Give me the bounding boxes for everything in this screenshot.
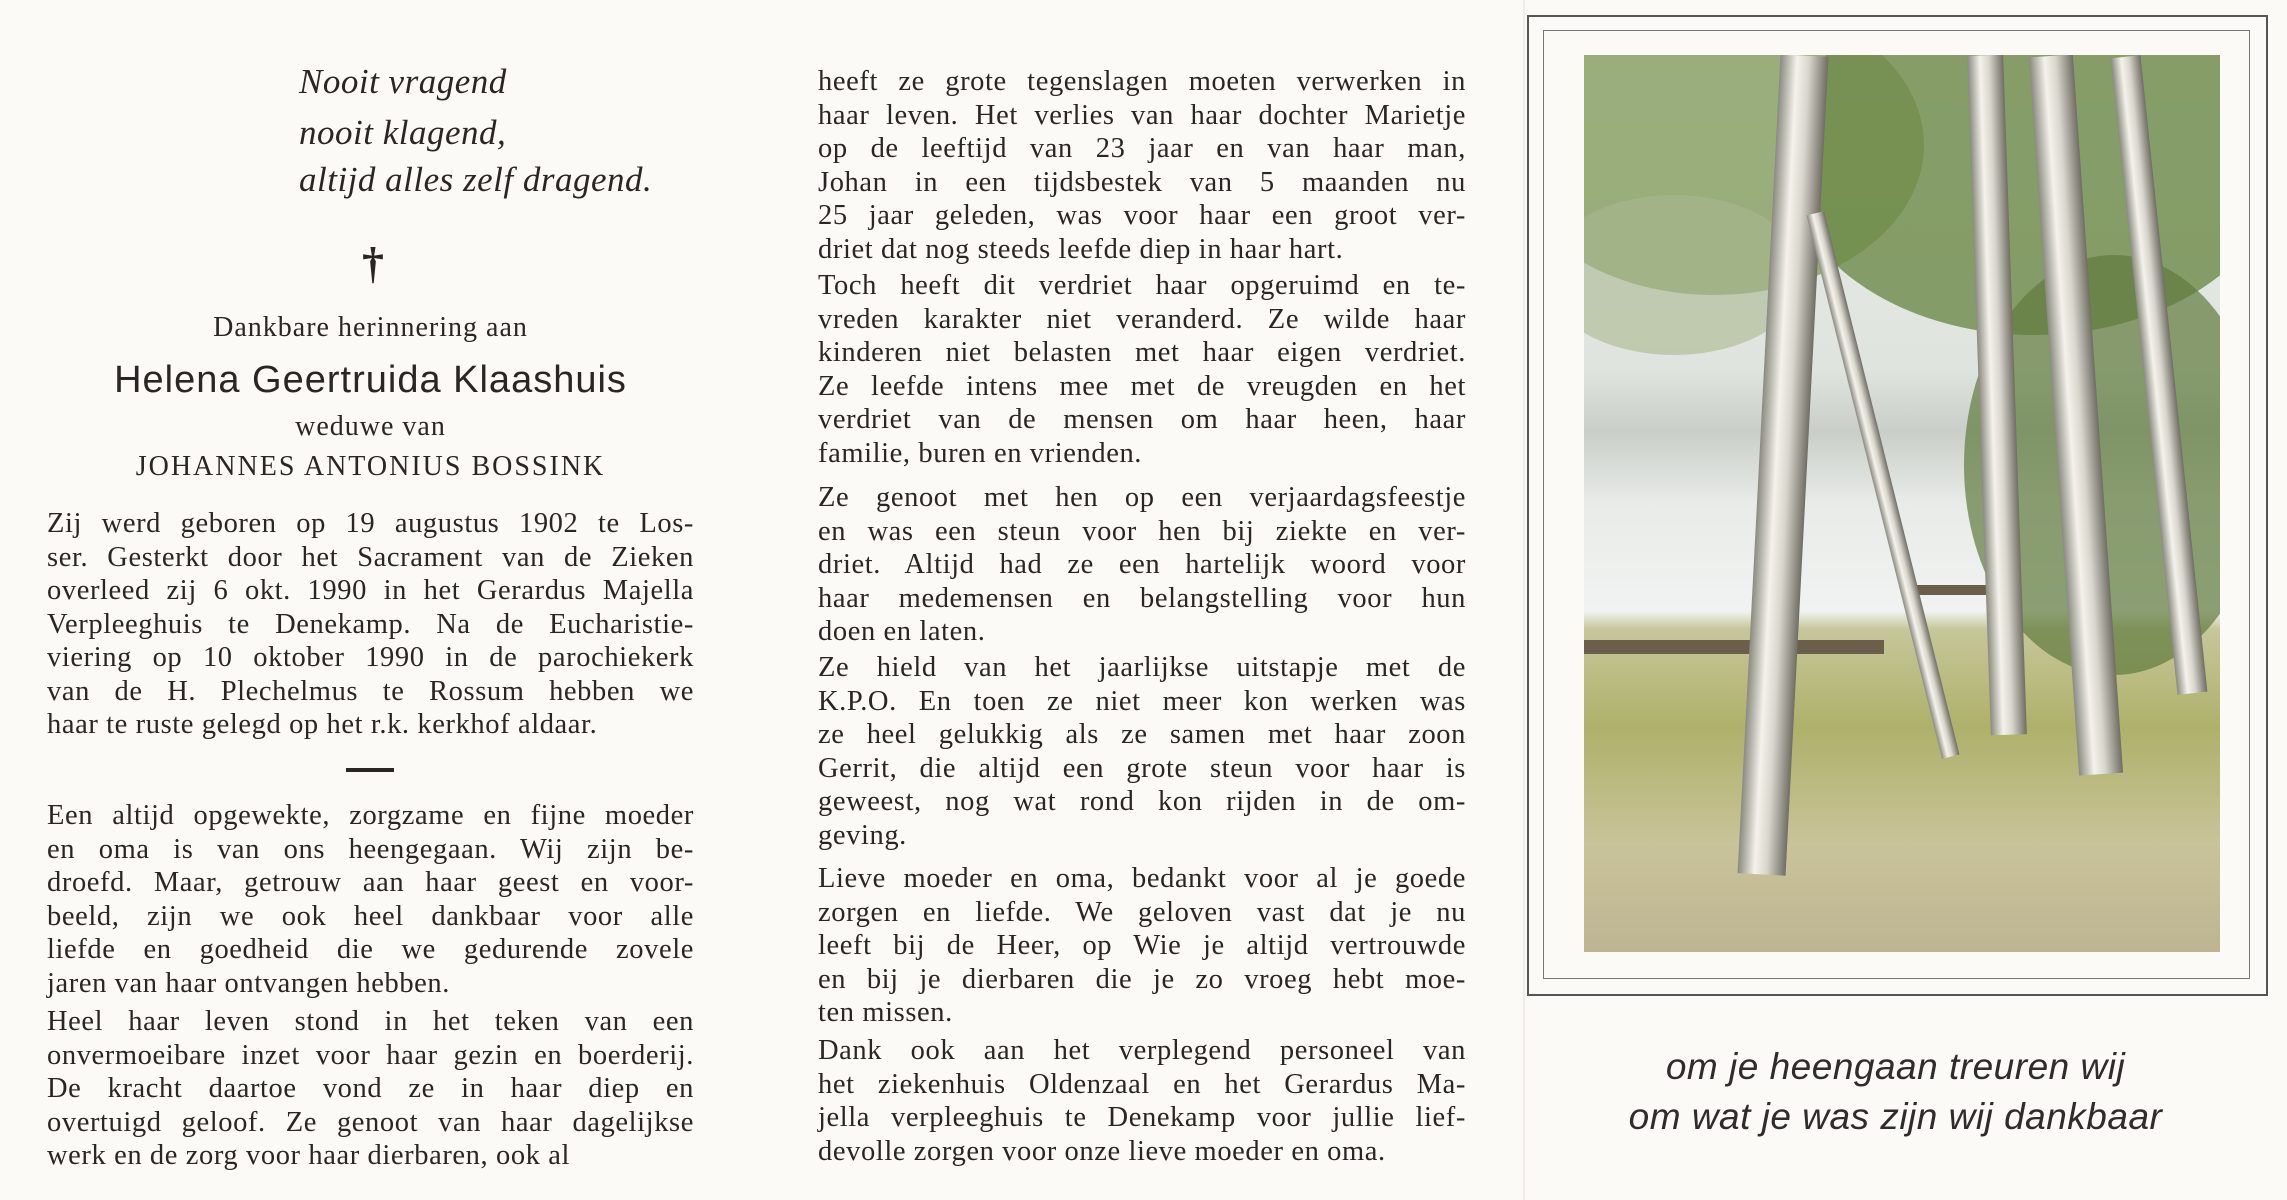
cross-icon: † [362, 239, 384, 288]
text-line: ze heel gelukkig als ze samen met haar zoon [818, 719, 1466, 750]
text-line: haar medemensen en belangstelling voor hun [818, 582, 1466, 614]
text-line: Toch heeft dit verdriet haar opgeruimd en te- [818, 270, 1466, 301]
text-line: viering op 10 oktober 1990 in de parochiekerk [47, 642, 694, 673]
text-line: familie, buren en vrienden. [818, 437, 1143, 469]
text-line: Een altijd opgewekte, zorgzame en fijne moeder [47, 800, 694, 831]
poem-line-2: nooit klagend, [299, 113, 507, 152]
text-line: zorgen en liefde. We geloven vast dat je nu [818, 896, 1466, 928]
deceased-name: Helena Geertruida Klaashuis [114, 359, 627, 401]
text-line: Lieve moeder en oma, bedankt voor al je goede [818, 863, 1466, 894]
text-line: K.P.O. En toen ze niet meer kon werken was [818, 685, 1466, 717]
text-line: werk en de zorg voor haar dierbaren, ook al [47, 1140, 571, 1171]
text-line: leeft bij de Heer, op Wie je altijd vertrouwde [818, 930, 1466, 961]
text-line: het ziekenhuis Oldenzaal en het Gerardus Ma- [818, 1068, 1466, 1100]
text-line: op de leeftijd van 23 jaar en van haar man, [818, 133, 1466, 164]
text-line: van de H. Plechelmus te Rossum hebben we [47, 675, 694, 707]
text-line: droefd. Maar, getrouw aan haar geest en voor- [47, 867, 694, 898]
text-line: doen en laten. [818, 616, 986, 647]
text-line: Ze hield van het jaarlijkse uitstapje met de [818, 652, 1466, 683]
text-line: Johan in een tijdsbestek van 5 maanden nu [818, 166, 1466, 198]
caption-line-2: om wat je was zijn wij dankbaar [1628, 1096, 2163, 1137]
poem-line-3: altijd alles zelf dragend. [299, 160, 653, 199]
text-line: heeft ze grote tegenslagen moeten verwerken in [818, 66, 1466, 97]
text-line: Ze leefde intens mee met de vreugden en het [818, 370, 1466, 402]
spouse-name: JOHANNES ANTONIUS BOSSINK [135, 451, 606, 482]
divider [346, 768, 394, 772]
text-line: liefde en goedheid die we gedurende zovele [47, 934, 694, 965]
text-line: Ze genoot met hen op een verjaardagsfeestje [818, 482, 1466, 513]
text-line: haar leven. Het verlies van haar dochter Marietje [818, 99, 1466, 131]
text-line: devolle zorgen voor onze lieve moeder en oma. [818, 1135, 1386, 1167]
text-line: haar te ruste gelegd op het r.k. kerkhof aldaar. [47, 709, 598, 740]
text-line: geweest, nog wat rond kon rijden in de om- [818, 786, 1466, 817]
text-line: beeld, zijn we ook heel dankbaar voor alle [47, 900, 694, 932]
text-line: Zij werd geboren op 19 augustus 1902 te Los- [47, 508, 694, 539]
text-line: De kracht daartoe vond ze in haar diep en [47, 1073, 694, 1104]
text-line: overtuigd geloof. Ze genoot van haar dagelijkse [47, 1106, 694, 1138]
text-line: onvermoeibare inzet voor haar gezin en boerderij. [47, 1039, 694, 1071]
card-fold [1523, 0, 1525, 1200]
text-line: ser. Gesterkt door het Sacrament van de Zieken [47, 541, 694, 573]
text-line: ten missen. [818, 997, 953, 1028]
text-line: driet dat nog steeds leefde diep in haar hart. [818, 233, 1344, 265]
text-line: 25 jaar geleden, was voor haar een groot ver- [818, 200, 1466, 231]
text-line: Dank ook aan het verplegend personeel van [818, 1035, 1466, 1066]
text-line: en oma is van ons heengegaan. Wij zijn be- [47, 833, 694, 865]
caption-line-1: om je heengaan treuren wij [1665, 1046, 2126, 1087]
text-line: driet. Altijd had ze een hartelijk woord voor [818, 549, 1466, 580]
intro-text: Dankbare herinnering aan [213, 312, 528, 343]
text-line: en bij je dierbaren die je zo vroeg hebt moe- [818, 963, 1466, 995]
text-line: Gerrit, die altijd een grote steun voor haar is [818, 752, 1466, 784]
birch-lake-photo [1584, 55, 2220, 952]
text-line: vreden karakter niet veranderd. Ze wilde haar [818, 303, 1466, 335]
text-line: kinderen niet belasten met haar eigen verdriet. [818, 337, 1466, 368]
text-line: jaren van haar ontvangen hebben. [47, 967, 450, 999]
poem-line-1: Nooit vragend [299, 62, 507, 101]
text-line: verdriet van de mensen om haar heen, haar [818, 404, 1466, 435]
text-line: overleed zij 6 okt. 1990 in het Gerardus Majella [47, 575, 694, 606]
text-line: geving. [818, 819, 907, 851]
text-line: Verpleeghuis te Denekamp. Na de Eucharistie- [47, 608, 694, 640]
text-line: en was een steun voor hen bij ziekte en ver- [818, 515, 1466, 547]
widow-of-text: weduwe van [295, 411, 446, 442]
text-line: Heel haar leven stond in het teken van een [47, 1006, 694, 1037]
text-line: jella verpleeghuis te Denekamp voor jullie lief- [818, 1102, 1466, 1133]
